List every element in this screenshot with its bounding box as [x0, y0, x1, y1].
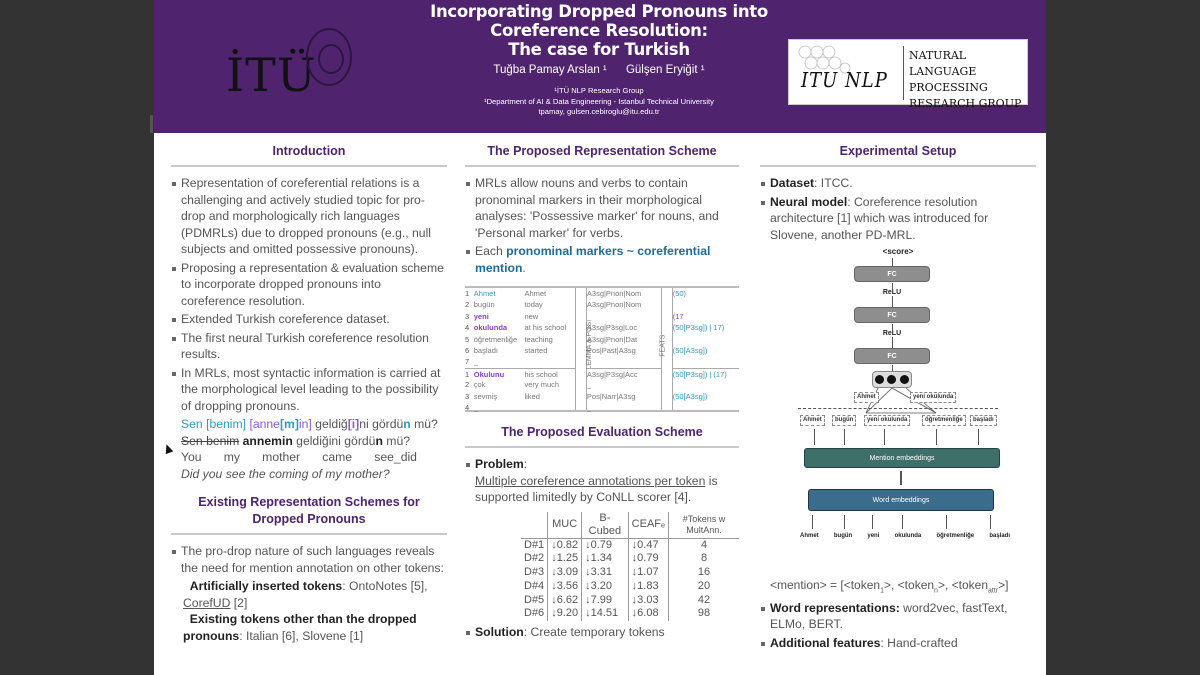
score-label: <score>	[882, 247, 914, 256]
conll-col-word	[474, 288, 525, 410]
table-cell: ↓3.20	[582, 580, 629, 594]
row-label: D#6	[524, 607, 545, 620]
conll-cell-morph: A3sg|Pnon|Nom	[586, 300, 642, 310]
eq-part: <mention> = [<token	[770, 578, 881, 592]
table-cell: ↓3.03	[628, 594, 668, 608]
bullet-text: .	[522, 260, 526, 275]
author: Gülşen Eryiğit ¹	[625, 64, 705, 76]
conll-cell-morph: A3sg|Pnon|Nom	[586, 289, 642, 298]
conll-cell-coref: (50[A3sg])	[672, 345, 708, 355]
bullet-label: Neural model	[770, 194, 848, 209]
mention-marker: [m]	[279, 417, 299, 431]
mention-marker: n	[403, 417, 411, 431]
example-word: mü?	[410, 417, 438, 431]
bullet-item: MRLs allow nouns and verbs to contain pronominal markers in their morphological analyses: 'Possessive marker' for nouns, and 'Personal marker' for verbs.	[465, 175, 739, 241]
conll-cell-gloss: liked	[524, 391, 540, 401]
table-cell: 42	[669, 594, 739, 608]
example-word: ni gördü	[359, 417, 404, 431]
span-box: bugün	[832, 415, 856, 426]
bullet-item	[760, 175, 1036, 192]
conll-cell-morph: _	[586, 380, 592, 390]
vertical-label: LEMMA & POS	[586, 321, 594, 370]
gloss-word: mother	[262, 450, 301, 464]
arrow	[844, 429, 845, 445]
table-cell: ↓0.79	[628, 552, 668, 566]
table-row	[521, 538, 739, 552]
example-word: geldiğini gördü	[296, 433, 376, 448]
input-token: okulunda	[894, 533, 922, 539]
eq-sub: attr	[988, 587, 999, 595]
table-header: MUC	[548, 512, 582, 539]
arrow	[844, 515, 845, 529]
divider	[903, 46, 904, 100]
table-cell: ↓6.08	[628, 607, 668, 621]
bullet-text: : Hand-crafted	[880, 635, 958, 650]
conll-cell-word: Ahmet	[473, 289, 496, 298]
fc-layer: FC	[854, 307, 930, 323]
architecture-diagram	[760, 247, 1036, 577]
column-left	[171, 143, 447, 644]
conll-cell-idx: 1	[465, 289, 470, 298]
conll-cell-morph: Pos|Past|A3sg	[586, 345, 636, 355]
conll-cell-coref: (50[P3sg]) | (17)	[673, 368, 739, 379]
dropped-pronouns: Sen benim	[181, 433, 240, 448]
poster-header	[154, 0, 1046, 133]
row-label: D#3	[524, 566, 545, 579]
conll-cell-word: öğretmenliğe	[473, 334, 518, 344]
conll-cell-coref	[673, 334, 739, 345]
conll-cell-morph: _	[586, 311, 592, 321]
conll-cell-word: _	[473, 402, 478, 412]
conll-cell-gloss: Ahmet	[524, 289, 547, 298]
bullet-item	[465, 624, 739, 641]
table-cell: ↓3.56	[548, 580, 582, 594]
input-token: yeni	[867, 533, 880, 539]
conll-cell-word: yeni	[473, 311, 489, 321]
table-cell: ↓3.09	[548, 566, 582, 580]
conll-cell-gloss: his school	[524, 368, 575, 379]
mention-marker: [i]	[347, 417, 360, 431]
example-word: geldiğ	[315, 417, 348, 431]
bullet-item: The pro-drop nature of such languages reveals the need for mention annotation on other tokens:	[171, 543, 447, 576]
mention-pair-arrows	[760, 247, 1036, 417]
conll-cell-gloss: at his school	[524, 323, 567, 333]
introduction-bullets	[171, 175, 447, 414]
bullet-text: : ITCC.	[814, 176, 853, 190]
table-cell: ↓1.34	[582, 552, 629, 566]
conll-cell-word: okulunda	[473, 323, 508, 333]
table-cell: 16	[669, 566, 739, 580]
table-cell: ↓6.62	[548, 594, 582, 608]
table-cell: ↓9.20	[548, 607, 582, 621]
bullet-item	[760, 635, 1036, 652]
conll-col-gloss	[524, 288, 575, 410]
conll-cell-word: başladı	[473, 345, 498, 355]
conll-table	[465, 286, 739, 412]
corefud-link[interactable]: CorefUD	[183, 595, 231, 610]
section-title-existing: Existing Representation Schemes for Dropped Pronouns	[171, 494, 447, 535]
bullet-label: Solution	[475, 625, 524, 640]
nlp-logo-mark-text: ITU NLP	[801, 68, 888, 93]
mention-equation	[760, 577, 1036, 600]
conll-cell-idx: 4	[465, 402, 470, 412]
mention-token: [benim]	[206, 417, 247, 431]
bullet-item: Proposing a representation & evaluation scheme to incorporate dropped pronouns into coreference resolution.	[171, 260, 447, 310]
vertical-label: FEATS	[659, 334, 667, 357]
fc-layer: FC	[854, 348, 930, 364]
nlp-logo-line: NATURAL LANGUAGE	[909, 49, 977, 78]
relu-label: ReLU	[872, 330, 912, 337]
sub-label: Artificially inserted tokens	[189, 579, 343, 593]
conll-cell-idx: 1	[465, 368, 474, 379]
conll-cell-gloss: started	[524, 345, 548, 355]
poster-title	[404, 2, 794, 59]
example-word: annemin	[242, 433, 293, 448]
conll-cell-word: çok	[473, 380, 486, 390]
arrow	[990, 515, 991, 529]
evaluation-bullets	[465, 456, 739, 506]
eq-sub: n	[934, 587, 938, 595]
contact-email: tpamay, gulsen.cebiroglu@itu.edu.tr	[538, 107, 660, 116]
sub-text: : OntoNotes [5],	[342, 579, 428, 593]
table-cell: ↓1.83	[628, 580, 668, 594]
conll-cell-word: _	[473, 357, 478, 367]
conll-col-index	[465, 288, 474, 410]
bullet-label: Dataset	[770, 176, 815, 190]
dashed-separator	[798, 408, 998, 409]
bullet-text: :	[523, 457, 528, 471]
conll-cell-morph: Pos|Narr|A3sg	[586, 391, 636, 401]
existing-sub-1	[171, 578, 447, 611]
mention-token: [anne	[249, 417, 280, 431]
arrow	[946, 515, 947, 529]
span-box: öğretmenliğe	[922, 415, 966, 426]
conll-cell-coref: (50[P3sg]) | 17)	[672, 323, 725, 333]
conll-col-feats	[661, 288, 673, 410]
mention-token: Sen	[181, 417, 203, 431]
conll-cell-idx: 6	[465, 345, 470, 355]
span-box: Ahmet	[800, 415, 825, 426]
bullet-label: Additional features	[770, 635, 881, 650]
existing-bullets	[171, 543, 447, 576]
conll-cell-morph: A3sg|P3sg|Loc	[586, 323, 638, 333]
conll-cell-coref: (50)	[672, 289, 687, 298]
input-token: Ahmet	[800, 533, 819, 539]
author: Tuğba Pamay Arslan ¹	[493, 64, 607, 76]
table-cell: ↓14.51	[582, 607, 629, 621]
table-row	[521, 552, 739, 566]
conll-col-morph	[587, 288, 661, 410]
conll-cell-coref	[673, 379, 739, 390]
arrow	[902, 515, 903, 529]
span-box: yeni okulunda	[864, 415, 910, 426]
eq-sub: 1	[880, 587, 884, 595]
arrow	[812, 515, 813, 529]
table-cell: 98	[669, 607, 739, 621]
conll-cell-coref	[673, 356, 739, 367]
gloss-word: see_did	[374, 450, 417, 464]
table-cell: ↓1.07	[628, 566, 668, 580]
table-cell: ↓0.82	[548, 538, 582, 552]
arrow	[884, 429, 885, 445]
mention-span-box: Ahmet	[854, 392, 879, 403]
nlp-logo-line: PROCESSING	[909, 81, 988, 94]
bullet-text: Each	[475, 244, 507, 258]
row-label: D#1	[524, 538, 545, 551]
bullet-item: Representation of coreferential relations is a challenging and actively studied topic for pro-drop and morphologically rich languages (PDMRLs) due to dropped pronouns (e.g., null subjects and omitted possessive pronouns).	[171, 175, 447, 258]
itu-logo: İTÜ	[226, 48, 317, 102]
relu-label: ReLU	[872, 289, 912, 296]
bullet-item: Extended Turkish coreference dataset.	[171, 311, 447, 328]
arrow	[872, 515, 873, 529]
eq-part: >, <token	[884, 578, 935, 592]
bullet-text: : Create temporary tokens	[523, 625, 665, 640]
solution-bullets	[465, 624, 739, 641]
input-tokens	[800, 533, 1010, 539]
mention-span-box: yeni okulunda	[910, 392, 956, 403]
arrow	[814, 429, 815, 445]
scrollbar-thumb[interactable]	[150, 115, 153, 133]
bullet-text: word2vec, fastText, ELMo, BERT.	[770, 600, 1008, 632]
experimental-bullets	[760, 175, 1036, 243]
table-header	[521, 512, 548, 539]
conll-cell-gloss: teaching	[524, 334, 553, 344]
column-middle	[465, 143, 739, 643]
span-box: başladı	[970, 415, 997, 426]
example-translation: Did you see the coming of my mother?	[181, 466, 390, 481]
arrow	[900, 471, 902, 485]
example-line-surface	[181, 433, 447, 450]
eq-part: >, <token	[937, 578, 988, 592]
fc-layer: FC	[854, 266, 930, 282]
table-cell: 20	[669, 580, 739, 594]
authors	[404, 64, 794, 76]
table-header-row	[521, 512, 739, 539]
table-row	[521, 566, 739, 580]
conll-cell-idx: 5	[465, 334, 470, 344]
conll-cell-idx: 7	[465, 357, 470, 367]
conll-cell-coref: (17	[672, 311, 684, 321]
bullet-item	[465, 456, 739, 506]
table-cell: 8	[669, 552, 739, 566]
conll-cell-idx: 2	[465, 300, 470, 310]
conll-cell-coref	[673, 299, 739, 310]
bullet-item: In MRLs, most syntactic information is carried at the morphological level leading to the possibility of dropping pronouns.	[171, 365, 447, 415]
arrow	[978, 429, 979, 445]
section-title-evaluation: The Proposed Evaluation Scheme	[465, 424, 739, 448]
conll-cell-gloss: very much	[524, 380, 560, 390]
conll-cell-word: Okulunu	[474, 368, 525, 379]
table-cell: ↓0.47	[628, 538, 668, 552]
example-line-annotated	[181, 416, 447, 433]
conll-cell-morph: A3sg|Pnon|Dat	[586, 334, 638, 344]
conll-cell-morph: A3sg|P3sg|Acc	[587, 368, 661, 379]
poster	[154, 0, 1046, 675]
table-header: B-Cubed	[582, 512, 629, 539]
row-label: D#2	[524, 552, 545, 565]
bullet-item	[760, 600, 1036, 633]
table-cell: ↓0.79	[582, 538, 629, 552]
arrow	[936, 429, 937, 445]
gloss-word: You	[181, 450, 202, 464]
conll-cell-idx: 3	[465, 311, 470, 321]
table-cell: ↓3.31	[582, 566, 629, 580]
section-title-representation: The Proposed Representation Scheme	[465, 143, 739, 167]
conll-cell-coref	[673, 402, 739, 413]
conll-cell-idx: 2	[465, 380, 470, 390]
bullet-item	[760, 194, 1036, 244]
table-header: #Tokens w MultAnn.	[669, 512, 739, 539]
affiliation: ¹İTÜ NLP Research Group	[554, 86, 644, 95]
table-cell: ↓7.99	[582, 594, 629, 608]
section-title-experimental: Experimental Setup	[760, 143, 1036, 167]
title-line: Incorporating Dropped Pronouns into	[430, 2, 768, 21]
table-cell: ↓1.25	[548, 552, 582, 566]
evaluation-table	[521, 512, 739, 622]
bullet-item	[465, 243, 739, 276]
existing-sub-2	[171, 611, 447, 644]
row-label: D#4	[524, 579, 545, 592]
title-line: The case for Turkish	[508, 40, 690, 59]
sub-label: Existing tokens other than the dropped pronouns	[183, 612, 417, 643]
affiliation: ¹Department of AI & Data Engineering - Istanbul Technical University	[484, 96, 714, 106]
table-row	[521, 607, 739, 621]
example-gloss	[181, 449, 417, 466]
conll-cell-gloss: today	[524, 300, 543, 310]
mention-marker: n	[375, 433, 383, 448]
conll-cell-morph: _	[586, 402, 592, 412]
gloss-word: came	[322, 450, 353, 464]
conll-cell-word: sevmiş	[473, 391, 498, 401]
highlight-text: pronominal markers ~ coreferential mention	[475, 244, 711, 275]
gloss-word: my	[223, 450, 240, 464]
conll-cell-gloss	[524, 356, 575, 367]
example-word: mü?	[382, 433, 411, 448]
table-cell: 4	[669, 538, 739, 552]
conll-cell-idx: 3	[465, 391, 470, 401]
bullet-text: : Coreference resolution architecture [1] which was introduced for Slovene, another PD-MRL.	[770, 194, 989, 242]
mention-embeddings-block: Mention embeddings	[804, 448, 1000, 468]
itu-nlp-logo	[788, 39, 1028, 110]
conll-cell-word: bugün	[473, 300, 495, 310]
conll-cell-gloss: new	[524, 311, 539, 321]
table-body	[521, 538, 739, 621]
input-token: öğretmenliğe	[936, 533, 975, 539]
input-token: başladı	[989, 533, 1010, 539]
bullet-item: The first neural Turkish coreference resolution results.	[171, 330, 447, 363]
word-embeddings-block: Word embeddings	[808, 489, 994, 511]
affiliations	[404, 86, 794, 118]
column-right	[760, 143, 1036, 653]
nlp-logo-line: RESEARCH GROUP	[909, 97, 1022, 110]
input-token: bugün	[833, 533, 853, 539]
itu-seal-icon	[306, 28, 352, 86]
representation-bullets	[465, 175, 739, 276]
row-label: D#5	[524, 593, 545, 606]
bullet-text: is supported limitedly by CoNLL scorer [4].	[475, 473, 718, 504]
underlined-text: Multiple coreference annotations per token	[475, 473, 706, 488]
conll-cell-gloss	[524, 402, 575, 413]
sub-text: : Italian [6], Slovene [1]	[239, 628, 364, 643]
conll-cell-idx: 4	[465, 323, 470, 333]
experimental-bullets-2	[760, 600, 1036, 652]
conll-col-lemma-pos	[575, 288, 594, 410]
nlp-logo-mark	[789, 40, 901, 106]
conll-cell-coref: (50[A3sg])	[672, 391, 708, 401]
title-line: Coreference Resolution:	[490, 21, 708, 40]
sub-text: [2]	[230, 595, 248, 610]
eq-part: >]	[998, 578, 1009, 592]
bullet-label: Word representations:	[770, 600, 900, 615]
section-title-introduction: Introduction	[171, 143, 447, 167]
table-row	[521, 594, 739, 608]
nlp-logo-text	[909, 48, 1027, 112]
table-header: CEAFₑ	[628, 512, 668, 539]
table-row	[521, 580, 739, 594]
conll-col-coref	[673, 288, 739, 410]
conll-cell-morph	[587, 356, 661, 367]
mention-token: in]	[298, 417, 312, 431]
bullet-label: Problem	[475, 457, 524, 471]
turkish-example	[171, 416, 447, 482]
